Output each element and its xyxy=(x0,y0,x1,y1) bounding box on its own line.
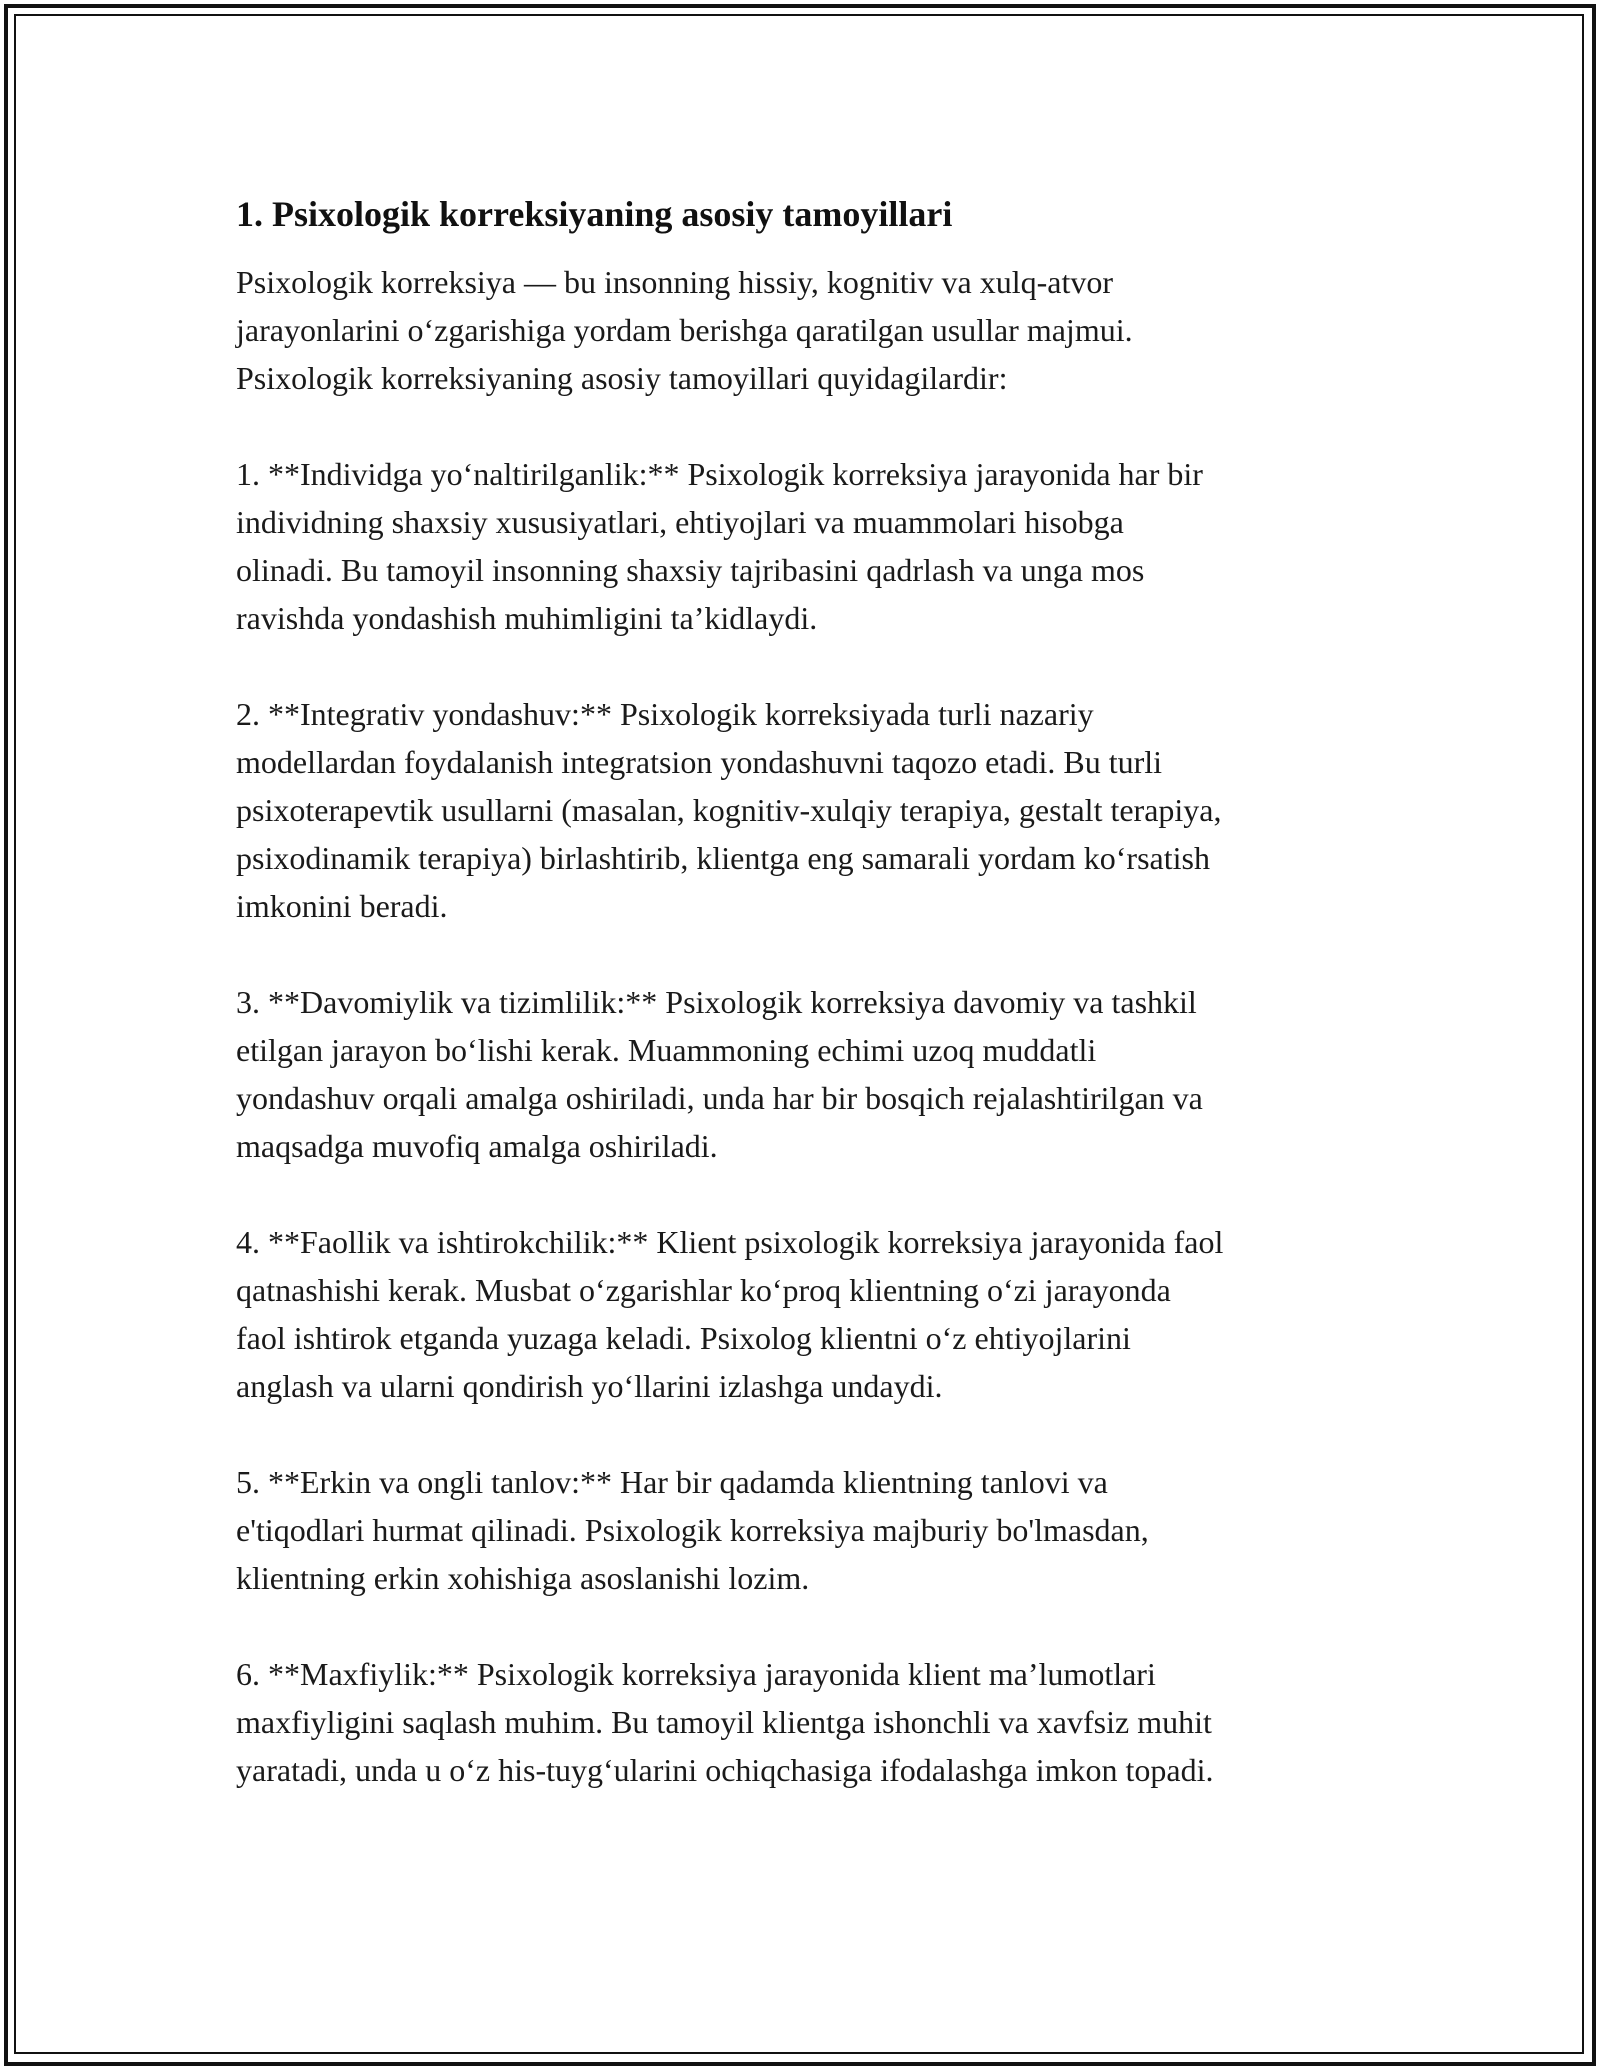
principle-davomiylik-va-tizimlilik xyxy=(236,978,1396,1170)
principle-line: yaratadi, unda u oʻz his-tuygʻularini ochiqchasiga ifodalashga imkon topadi. xyxy=(236,1752,1214,1788)
principle-line: e'tiqodlari hurmat qilinadi. Psixologik korreksiya majburiy bo'lmasdan, xyxy=(236,1512,1149,1548)
principle-line: maxfiyligini saqlash muhim. Bu tamoyil klientga ishonchli va xavfsiz muhit xyxy=(236,1704,1212,1740)
principle-line: olinadi. Bu tamoyil insonning shaxsiy tajribasini qadrlash va unga mos xyxy=(236,552,1145,588)
principle-line: 5. **Erkin va ongli tanlov:** Har bir qadamda klientning tanlovi va xyxy=(236,1464,1108,1500)
principle-line: maqsadga muvofiq amalga oshiriladi. xyxy=(236,1128,718,1164)
principle-line: modellardan foydalanish integratsion yondashuvni taqozo etadi. Bu turli xyxy=(236,744,1163,780)
principle-erkin-va-ongli-tanlov xyxy=(236,1458,1396,1602)
intro-line: Psixologik korreksiyaning asosiy tamoyillari quyidagilardir: xyxy=(236,360,1008,396)
principle-line: individning shaxsiy xususiyatlari, ehtiyojlari va muammolari hisobga xyxy=(236,504,1124,540)
principle-maxfiylik xyxy=(236,1650,1396,1794)
principle-individga-yonaltirilganlik xyxy=(236,450,1396,642)
principle-line: psixodinamik terapiya) birlashtirib, klientga eng samarali yordam koʻrsatish xyxy=(236,840,1210,876)
principle-line: 1. **Individga yoʻnaltirilganlik:** Psixologik korreksiya jarayonida har bir xyxy=(236,456,1203,492)
intro-paragraph xyxy=(236,258,1396,402)
principle-line: 4. **Faollik va ishtirokchilik:** Klient psixologik korreksiya jarayonida faol xyxy=(236,1224,1224,1260)
principle-line: ravishda yondashish muhimligini ta’kidlaydi. xyxy=(236,600,818,636)
document-title: 1. Psixologik korreksiyaning asosiy tamoyillari xyxy=(236,194,953,234)
principle-line: 2. **Integrativ yondashuv:** Psixologik korreksiyada turli nazariy xyxy=(236,696,1094,732)
principle-line: psixoterapevtik usullarni (masalan, kognitiv-xulqiy terapiya, gestalt terapiya, xyxy=(236,792,1222,828)
principle-line: klientning erkin xohishiga asoslanishi lozim. xyxy=(236,1560,810,1596)
principle-line: imkonini beradi. xyxy=(236,888,448,924)
principle-faollik-va-ishtirokchilik xyxy=(236,1218,1396,1410)
intro-line: Psixologik korreksiya — bu insonning hissiy, kognitiv va xulq-atvor xyxy=(236,264,1113,300)
intro-line: jarayonlarini oʻzgarishiga yordam berishga qaratilgan usullar majmui. xyxy=(236,312,1133,348)
principle-integrativ-yondashuv xyxy=(236,690,1396,930)
principle-line: 6. **Maxfiylik:** Psixologik korreksiya jarayonida klient ma’lumotlari xyxy=(236,1656,1156,1692)
principle-line: qatnashishi kerak. Musbat oʻzgarishlar koʻproq klientning oʻzi jarayonda xyxy=(236,1272,1171,1308)
principle-line: etilgan jarayon boʻlishi kerak. Muammoning echimi uzoq muddatli xyxy=(236,1032,1097,1068)
principle-line: anglash va ularni qondirish yoʻllarini izlashga undaydi. xyxy=(236,1368,943,1404)
principle-line: faol ishtirok etganda yuzaga keladi. Psixolog klientni oʻz ehtiyojlarini xyxy=(236,1320,1131,1356)
principle-line: yondashuv orqali amalga oshiriladi, unda har bir bosqich rejalashtirilgan va xyxy=(236,1080,1203,1116)
document-body xyxy=(236,188,1396,1794)
principle-line: 3. **Davomiylik va tizimlilik:** Psixologik korreksiya davomiy va tashkil xyxy=(236,984,1197,1020)
